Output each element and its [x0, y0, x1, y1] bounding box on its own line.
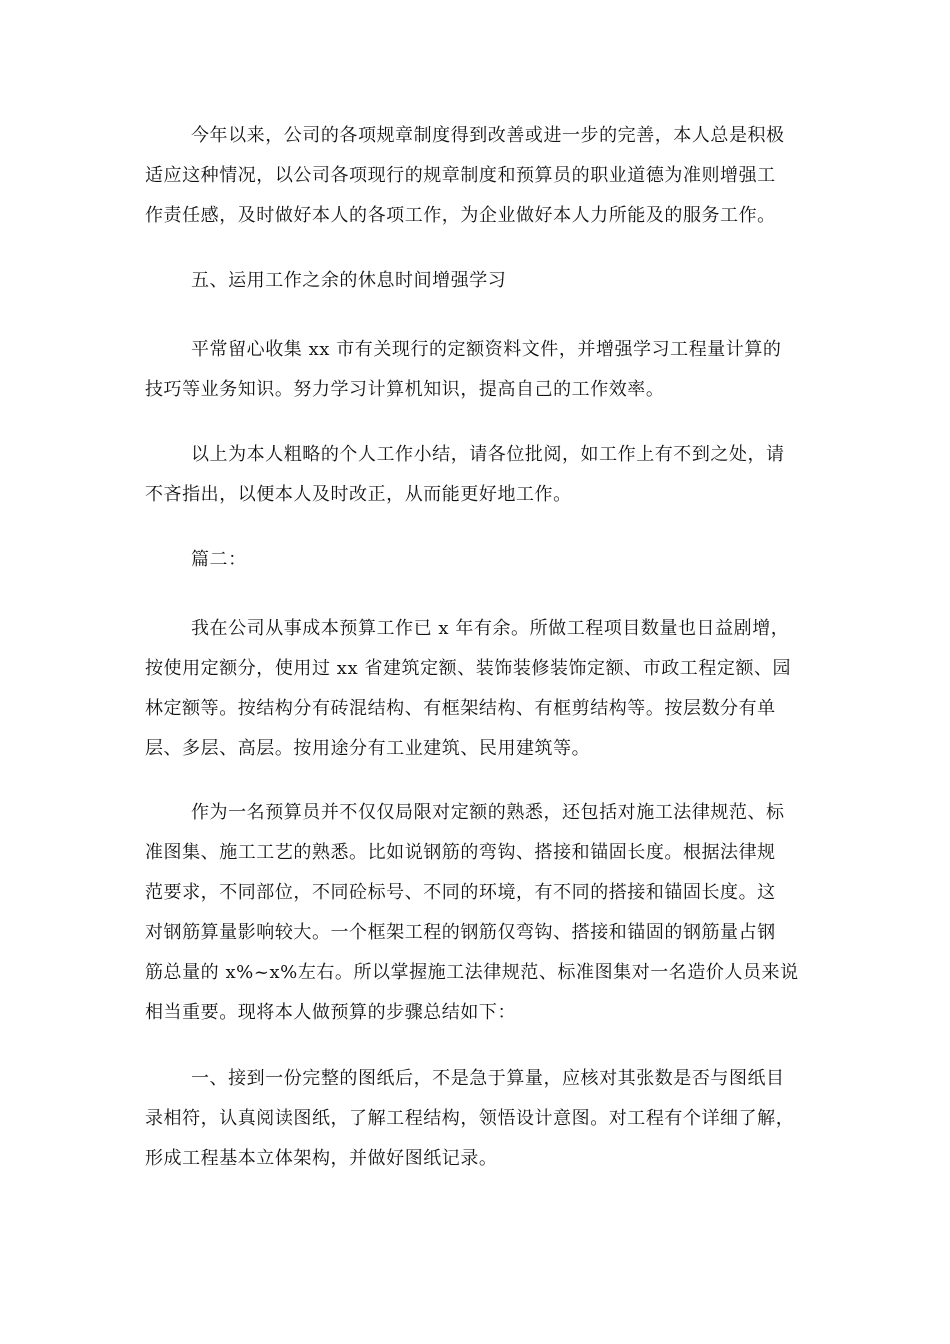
p7-line-6: 相当重要。现将本人做预算的步骤总结如下：	[145, 1002, 516, 1023]
p7-line-1: 作为一名预算员并不仅仅局限对定额的熟悉，还包括对施工法律规范、标	[191, 802, 785, 823]
p8-line-1: 一、接到一份完整的图纸后，不是急于算量，应核对其张数是否与图纸目	[191, 1068, 785, 1089]
p1-line-2: 适应这种情况，以公司各项现行的规章制度和预算员的职业道德为准则增强工	[145, 165, 776, 186]
p1-line-3: 作责任感，及时做好本人的各项工作，为企业做好本人力所能及的服务工作。	[145, 205, 776, 226]
p4-line-2: 不吝指出，以便本人及时改正，从而能更好地工作。	[145, 484, 572, 505]
p8-line-2: 录相符，认真阅读图纸，了解工程结构，领悟设计意图。对工程有个详细了解，	[145, 1108, 795, 1129]
section-heading-5: 五、运用工作之余的休息时间增强学习	[191, 270, 507, 291]
p7-line-5: 筋总量的 x%~x%左右。所以掌握施工法律规范、标准图集对一名造价人员来说	[145, 962, 799, 983]
p6-line-1: 我在公司从事成本预算工作已 x 年有余。所做工程项目数量也日益剧增，	[191, 618, 790, 639]
p4-line-1: 以上为本人粗略的个人工作小结，请各位批阅，如工作上有不到之处，请	[191, 444, 785, 465]
p7-line-3: 范要求，不同部位，不同砼标号、不同的环境，有不同的搭接和锚固长度。这	[145, 882, 776, 903]
section-title-part-2: 篇二：	[191, 549, 247, 570]
p3-line-2: 技巧等业务知识。努力学习计算机知识，提高自己的工作效率。	[145, 379, 665, 400]
p6-line-3: 林定额等。按结构分有砖混结构、有框架结构、有框剪结构等。按层数分有单	[145, 698, 776, 719]
p8-line-3: 形成工程基本立体架构，并做好图纸记录。	[145, 1148, 498, 1169]
p6-line-2: 按使用定额分，使用过 xx 省建筑定额、装饰装修装饰定额、市政工程定额、园	[145, 658, 792, 679]
p7-line-2: 准图集、施工工艺的熟悉。比如说钢筋的弯钩、搭接和锚固长度。根据法律规	[145, 842, 776, 863]
p7-line-4: 对钢筋算量影响较大。一个框架工程的钢筋仅弯钩、搭接和锚固的钢筋量占钢	[145, 922, 776, 943]
p1-line-1: 今年以来，公司的各项规章制度得到改善或进一步的完善，本人总是积极	[191, 125, 785, 146]
p3-line-1: 平常留心收集 xx 市有关现行的定额资料文件，并增强学习工程量计算的	[191, 339, 782, 360]
p6-line-4: 层、多层、高层。按用途分有工业建筑、民用建筑等。	[145, 738, 591, 759]
